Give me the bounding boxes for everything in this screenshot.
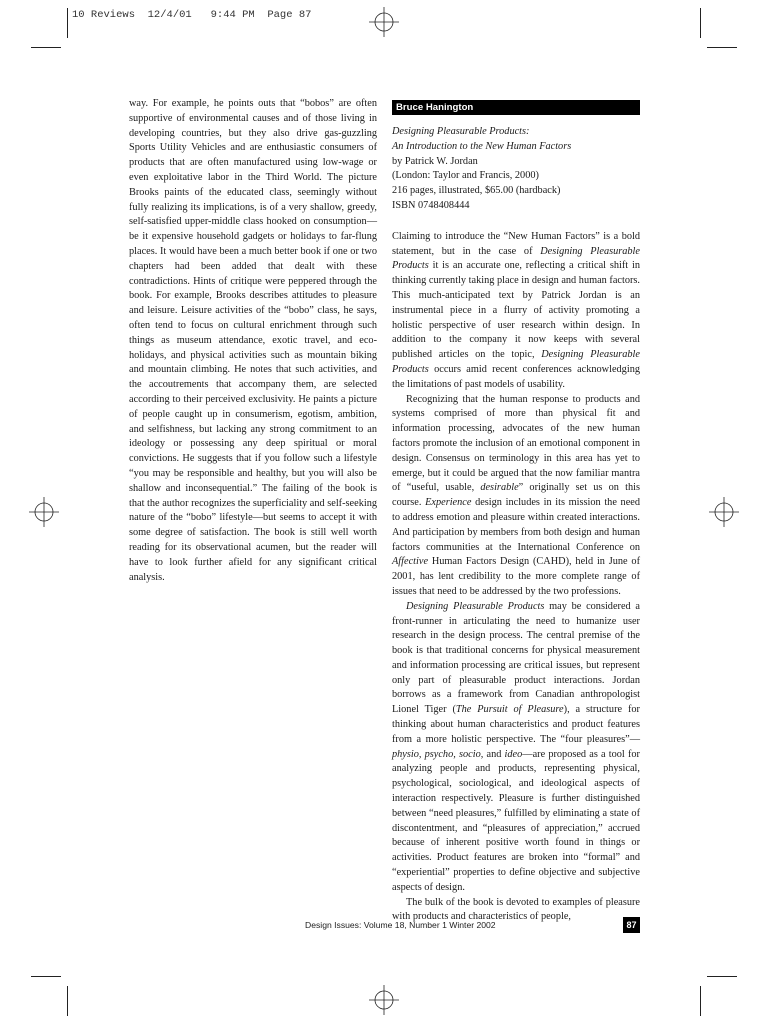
print-slug: 10 Reviews 12/4/01 9:44 PM Page 87 (72, 9, 312, 21)
body-paragraph: Claiming to introduce the “New Human Factors” is a bold statement, but in the case of Designing Pleasurable Products it is an accurate one, reflecting a critical shift in thinking currently taking place in design and human factors. This much-anticipated text by Patrick Jordan is an instrumental piece in a flurry of activity promoting a holistic perspective of user research within design. In addition to the company it now keeps with several published articles on the topic, Designing Pleasurable Products occurs amid recent conferences acknowledging the limitations of past models of usability. (392, 230, 640, 390)
crop-mark (67, 986, 68, 1016)
page-number: 87 (623, 917, 640, 933)
book-title: Designing Pleasurable Products: (392, 126, 530, 137)
crop-mark (700, 8, 701, 38)
book-isbn: ISBN 0748408444 (392, 199, 470, 211)
body-paragraph: Recognizing that the human response to products and systems comprised of more than physical fit and information processing, advocates of the new human factors promote the inclusion of an emotional component in design. Consensus on terminology in this area has yet to emerge, but it could be argued that the now familiar mantra of “useful, usable, desirable” originally set us on this course. Experience design includes in its mission the need to address emotion and pleasure within created interactions. And participation by members from both design and human factors communities at the International Conference on Affective Human Factors Design (CAHD), held in June of 2001, has lent credibility to the more complete range of issues that need to be addressed by the two professions. (392, 393, 640, 597)
crop-mark (700, 986, 701, 1016)
body-paragraph: The bulk of the book is devoted to examples of pleasure with products and characteristics of people, (392, 896, 640, 923)
registration-mark-icon (369, 7, 399, 37)
body-paragraph: Designing Pleasurable Products may be considered a front-runner in articulating the need to humanize user research in the design process. The central premise of the book is that traditional concerns for physical measurement and information processing are critical issues, but represent only part of pleasurable product interactions. Jordan borrows as a framework from Canadian anthropologist Lionel Tiger (The Pursuit of Pleasure), a structure for thinking about human characteristics and product features from a more holistic perspective. The “four pleasures”—physio, psycho, socio, and ideo—are proposed as a tool for analyzing people and products, representing physical, psychological, sociological, and ideological aspects of interaction respectively. Pleasure is further distinguished between “need pleasures,” fulfilled by eliminating a state of discontentment, and “pleasures of appreciation,” accrued because of inherent positive worth found in things or activities. Product features are broken into “formal” and “experiential” properties to define objective and subjective aspects of design. (392, 600, 640, 893)
reviewer-name: Bruce Hanington (392, 100, 640, 115)
body-paragraph: way. For example, he points outs that “bobos” are often supportive of environmental causes and of those living in developing countries, but they also drive gas-guzzling Sports Utility Vehicles and are enthusiastic consumers of products that are often manufactured using low-wage or even exploitative labor in the Third World. The picture Brooks paints of the educated class, seemingly without fully realizing its implications, is of a very shallow, greedy, self-satisfied upper-middle class hooked on consumption—be it expensive household gadgets or holidays to far-flung places. It would have been a much better book if one or two chapters had been added that dealt with these contradictions. Hints of critique were peppered through the book. For example, Brooks describes attitudes to pleasure and leisure. Leisure activities of the “bobo” class, he says, often tend to focus on cultural enrichment through such things as museum attendance, exotic travel, and eco-holidays, and physical activities such as mountain biking and mountain climbing. He notes that such activities, and the accoutrements that accompany them, are selected according to their perceived exclusivity. He paints a picture of people caught up in consumerism, egotism, ambition, and selfishness, but lacking any strong commitment to an ideology or possessing any deep spiritual or moral convictions. He suggests that if you follow such a lifestyle “you may be responsible and healthy, but you will also be shallow and inconsequential.” The failing of the book is that the author recognizes the superficiality and self-seeking nature of the “bobo” lifestyle—but seems to accept it with some degree of satisfaction. The book is still well worth reading for its observational acumen, but the reader will have to look further afield for any significant critical analysis. (129, 98, 377, 583)
left-column (129, 97, 377, 585)
right-column (392, 100, 640, 925)
book-author: by Patrick W. Jordan (392, 155, 478, 167)
crop-mark (67, 8, 68, 38)
book-info (392, 125, 640, 214)
book-publisher: (London: Taylor and Francis, 2000) (392, 170, 539, 182)
crop-mark (31, 976, 61, 977)
registration-mark-icon (29, 497, 59, 527)
book-details: 216 pages, illustrated, $65.00 (hardback) (392, 185, 561, 197)
crop-mark (707, 47, 737, 48)
crop-mark (707, 976, 737, 977)
book-subtitle: An Introduction to the New Human Factors (392, 140, 572, 152)
registration-mark-icon (709, 497, 739, 527)
crop-mark (31, 47, 61, 48)
registration-mark-icon (369, 985, 399, 1015)
journal-footer: Design Issues: Volume 18, Number 1 Winter 2002 (305, 920, 496, 930)
